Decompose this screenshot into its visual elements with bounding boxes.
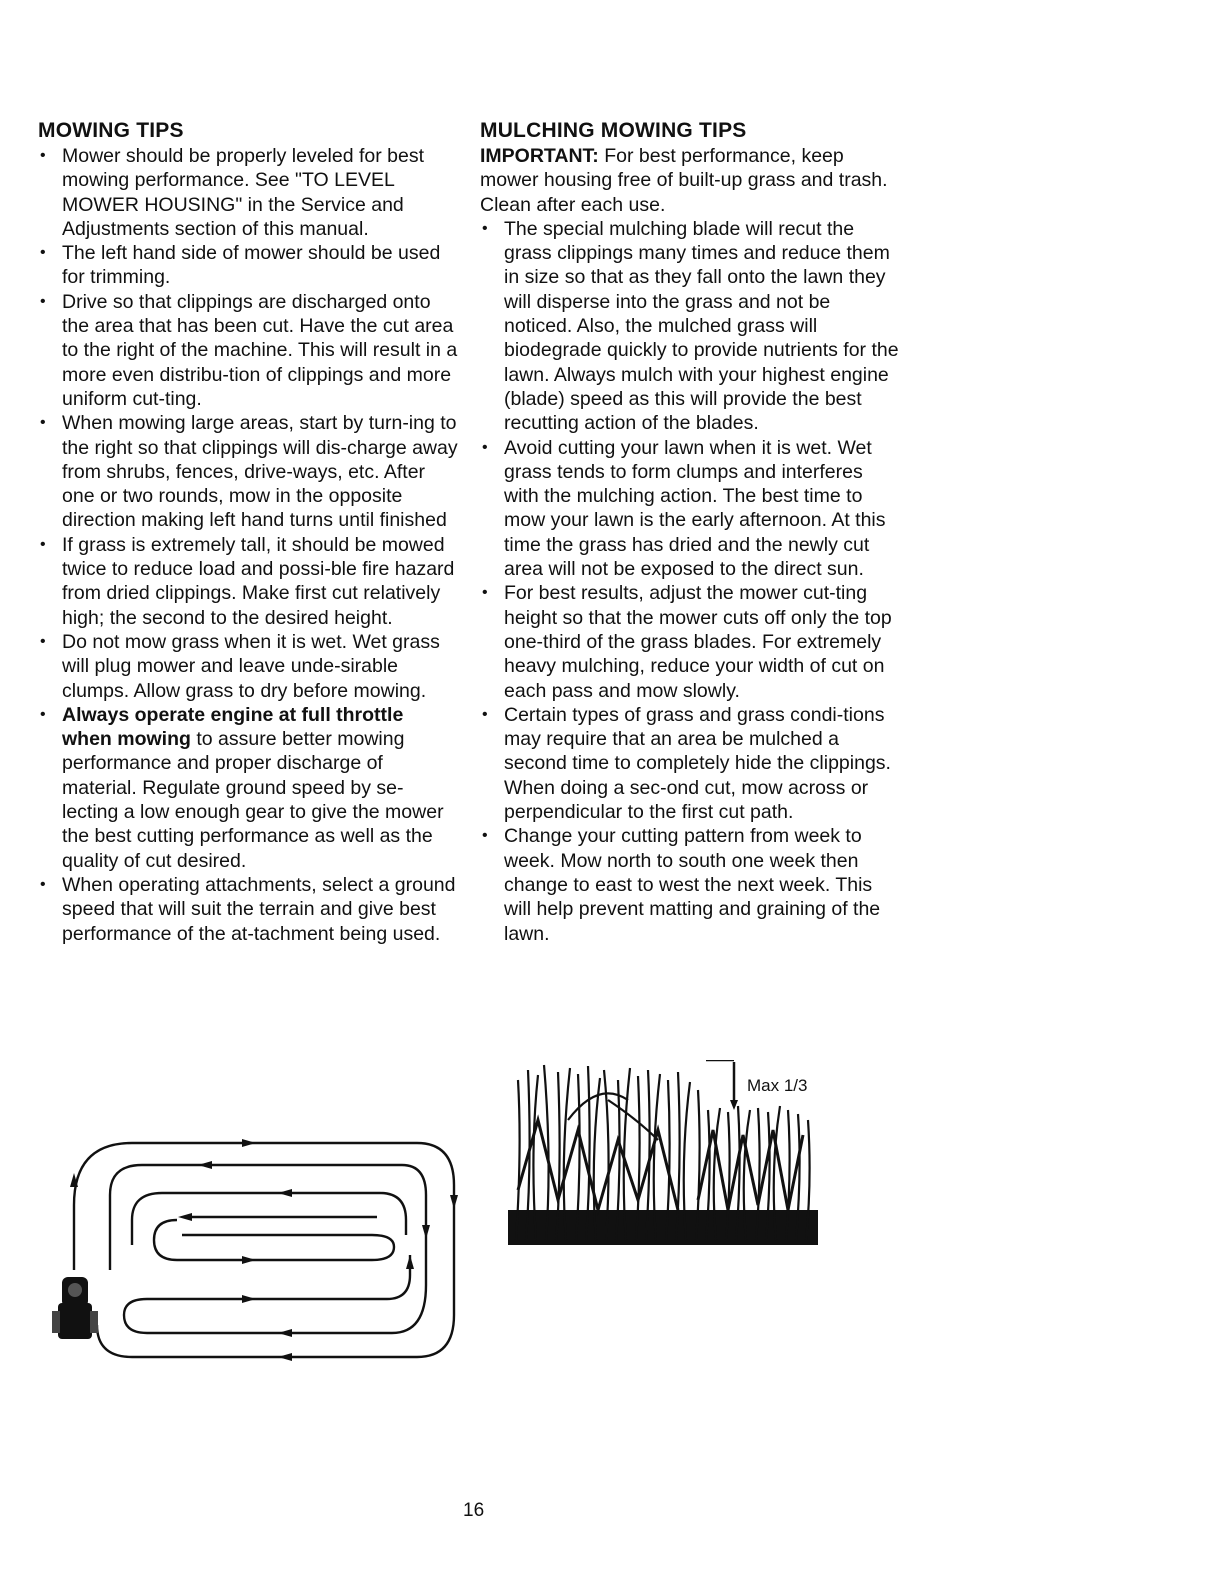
arrow-icon [278,1329,292,1337]
list-item: • For best results, adjust the mower cut-ting height so that the mower cuts off only the top one-third of the grass blades. For extremely heavy mulching, reduce your width of cut on each pass and mow slowly. [480,581,900,702]
inner-path [154,1220,394,1260]
second-path [110,1165,426,1333]
list-item: • When operating attachments, select a ground speed that will suit the terrain and give best performance of the at-tachment being used. [38,873,458,946]
arrow-icon [242,1256,256,1264]
list-item: • When mowing large areas, start by turn-ing to the right so that clippings will dis-charge away from shrubs, fences, drive-ways, etc. After one or two rounds, mow in the opposite direction making left hand turns until finished [38,411,458,532]
list-item: • The left hand side of mower should be used for trimming. [38,241,458,290]
important-note: IMPORTANT: For best performance, keep mower housing free of built-up grass and trash. Clean after each use. [480,145,888,216]
list-item: • Always operate engine at full throttle when mowing to assure better mowing performance and proper discharge of material. Regulate ground speed by se-lecting a low enough gear to give the mower the best cutting performance as well as the quality of cut desired. [38,703,458,873]
list-item: • Mower should be properly leveled for best mowing performance. See "TO LEVEL MOWER HOUSING" in the Service and Adjustments section of this manual. [38,144,458,241]
arrow-icon [422,1225,430,1239]
arrow-icon [242,1139,256,1147]
mowing-tips-list [38,144,458,946]
list-item: • Avoid cutting your lawn when it is wet. Wet grass tends to form clumps and interferes with the mulching action. The best time to mow your lawn is the early afternoon. At this time the grass has dried and the newly cut area will not be exposed to the direct sun. [480,436,900,582]
mowing-tips-heading: MOWING TIPS [38,119,184,142]
list-item: • Certain types of grass and grass condi-tions may require that an area be mulched a second time to completely hide the clippings. When doing a sec-ond cut, mow across or perpendicular to the first cut path. [480,703,900,824]
mulching-tips-heading: MULCHING MOWING TIPS [480,119,747,142]
mulching-tips-list [480,217,900,946]
arrow-icon [450,1195,458,1209]
outer-path [74,1143,454,1357]
arrow-icon [242,1295,256,1303]
tractor-icon [52,1277,98,1339]
arrow-icon [178,1213,192,1221]
mulching-tips-section [480,118,900,946]
bold-instruction: Always operate engine at full throttle when mowing [62,703,404,751]
list-item: • The special mulching blade will recut the grass clippings many times and reduce them in size so that as they fall onto the lawn they will disperse into the grass and not be noticed. Also, the mulched grass will biodegrade quickly to provide nutrients for the lawn. Always mulch with your highest engine (blade) speed as this will provide the best recutting action of the blades. [480,217,900,436]
list-item: • If grass is extremely tall, it should be mowed twice to reduce load and possi-ble fire hazard from dried clippings. Make first cut relatively high; the second to the desired height. [38,533,458,630]
list-item: • Do not mow grass when it is wet. Wet grass will plug mower and leave unde-sirable clumps. Allow grass to dry before mowing. [38,630,458,703]
page-number: 16 [463,1500,485,1521]
max-height-label: Max 1/3 [747,1076,808,1095]
arrow-icon [730,1100,738,1110]
list-item: • Change your cutting pattern from week to week. Mow north to south one week then change to east to west the next week. This will help prevent matting and graining of the lawn. [480,824,900,945]
mowing-tips-section [38,118,458,946]
arrow-icon [406,1255,414,1269]
arrow-icon [198,1161,212,1169]
mowing-pattern-diagram [42,1135,462,1365]
arrow-icon [278,1353,292,1361]
arrow-icon [278,1189,292,1197]
important-label: IMPORTANT: [480,145,599,167]
list-item: • Drive so that clippings are discharged onto the area that has been cut. Have the cut area to the right of the machine. This will result in a more even distribu-tion of clippings and more uniform cut-ting. [38,290,458,411]
